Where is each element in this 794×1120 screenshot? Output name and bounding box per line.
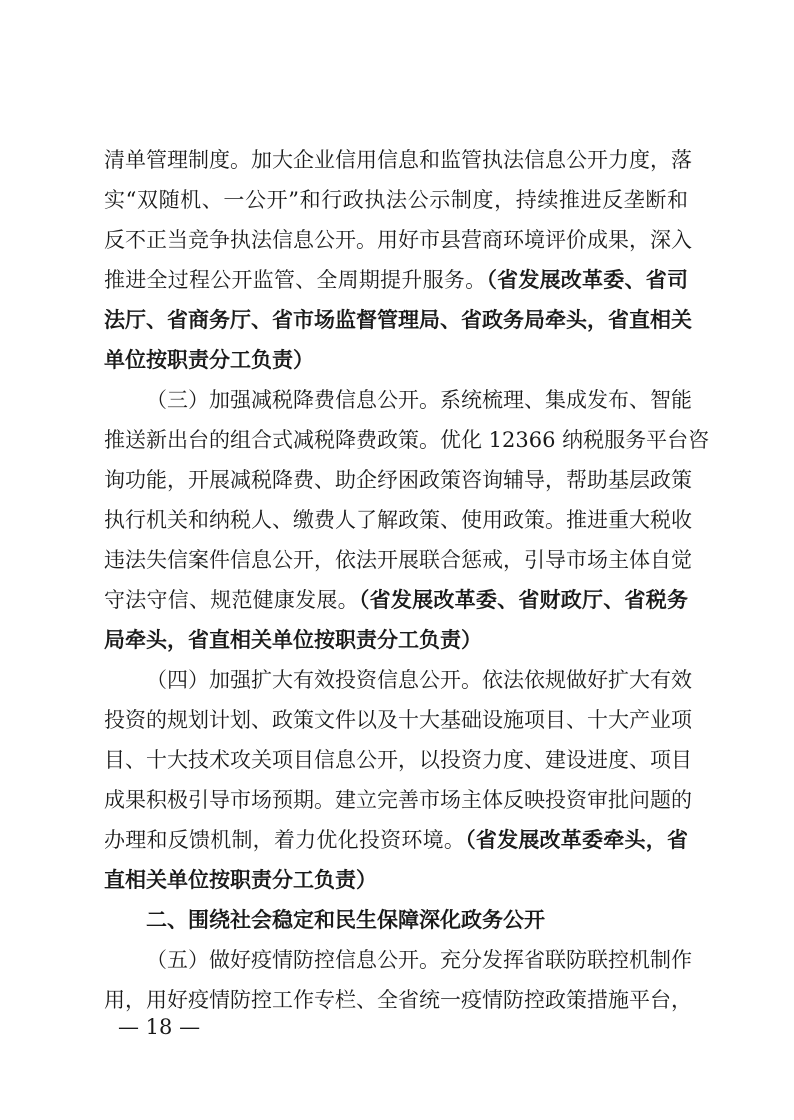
text-line: 询功能，开展减税降费、助企纾困政策咨询辅导，帮助基层政策: [104, 468, 692, 492]
text-line: [104, 585, 688, 615]
text-line: 反不正当竞争执法信息公开。用好市县营商环境评价成果，深入: [104, 228, 692, 252]
text-line: 目、十大技术攻关项目信息公开，以投资力度、建设进度、项目: [104, 748, 692, 772]
text-line: 直相关单位按职责分工负责）: [104, 867, 377, 892]
text-line: 单位按职责分工负责）: [104, 347, 314, 372]
text-segment: 办理和反馈机制，着力优化投资环境。: [104, 828, 466, 852]
text-line: [104, 265, 688, 295]
responsible-party: （省发展改革委牵头，省: [465, 827, 689, 852]
text-line: 违法失信案件信息公开，依法开展联合惩戒，引导市场主体自觉: [104, 548, 692, 572]
text-line: 清单管理制度。加大企业信用信息和监管执法信息公开力度，落: [104, 148, 692, 172]
section-paragraph-start: （三）加强减税降费信息公开。系统梳理、集成发布、智能: [146, 388, 692, 412]
text-line: 实“双随机、一公开”和行政执法公示制度，持续推进反垄断和: [104, 188, 688, 212]
text-segment: 守法守信、规范健康发展。: [104, 588, 359, 612]
text-line: 执行机关和纳税人、缴费人了解政策、使用政策。推进重大税收: [104, 508, 692, 532]
text-line: [104, 825, 688, 855]
text-line: 推送新出台的组合式减税降费政策。优化 12366 纳税服务平台咨: [104, 428, 710, 452]
text-line: 投资的规划计划、政策文件以及十大基础设施项目、十大产业项: [104, 708, 692, 732]
responsible-party: （省发展改革委、省财政厅、省税务: [358, 587, 689, 612]
section-paragraph-start: （四）加强扩大有效投资信息公开。依法依规做好扩大有效: [146, 668, 692, 692]
section-paragraph-start: （五）做好疫情防控信息公开。充分发挥省联防联控机制作: [146, 948, 692, 972]
page-number: — 18 —: [118, 1015, 201, 1039]
text-segment: 推进全过程公开监管、全周期提升服务。: [104, 268, 487, 292]
text-line: 用，用好疫情防控工作专栏、全省统一疫情防控政策措施平台，: [104, 988, 692, 1012]
text-line: 法厅、省商务厅、省市场监督管理局、省政务局牵头，省直相关: [104, 307, 692, 332]
text-line: 成果积极引导市场预期。建立完善市场主体反映投资审批问题的: [104, 788, 692, 812]
text-line: 局牵头，省直相关单位按职责分工负责）: [104, 627, 482, 652]
responsible-party: （省发展改革委、省司: [486, 267, 689, 292]
section-heading: 二、围绕社会稳定和民生保障深化政务公开: [146, 908, 545, 932]
